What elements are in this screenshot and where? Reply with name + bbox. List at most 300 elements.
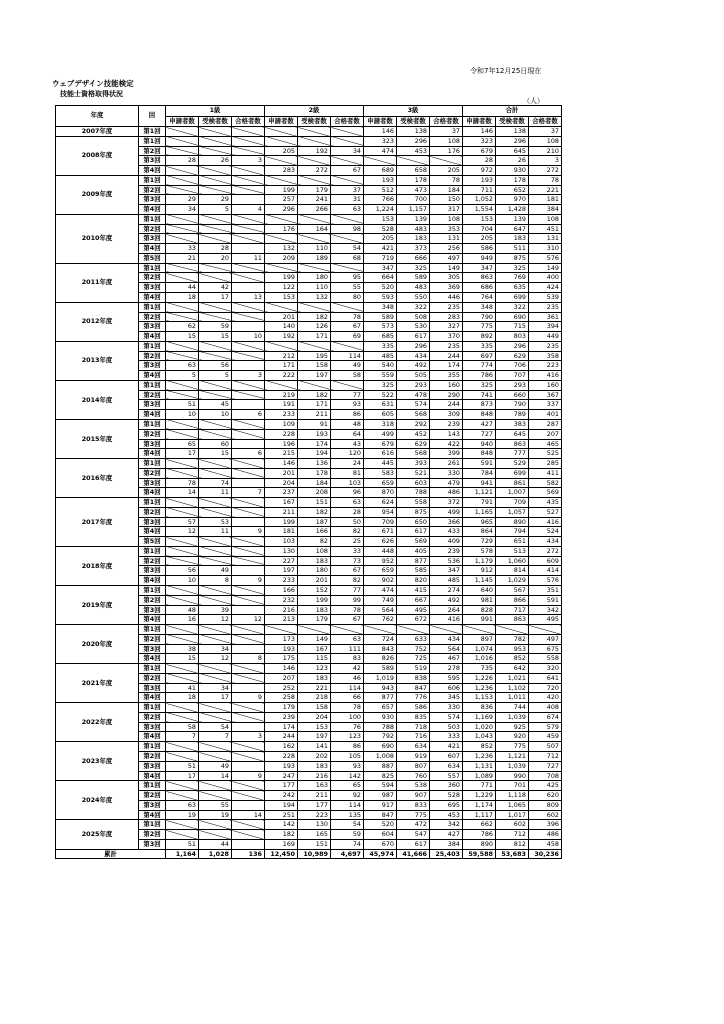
value-cell: 108 <box>529 136 562 146</box>
value-cell: 769 <box>496 273 529 283</box>
certification-table <box>55 105 562 859</box>
value-cell: 65 <box>331 781 364 791</box>
empty-cell <box>199 625 232 635</box>
value-cell: 9 <box>232 693 265 703</box>
value-cell: 19 <box>166 810 199 820</box>
value-cell: 863 <box>463 273 496 283</box>
empty-cell <box>166 459 199 469</box>
value-cell: 258 <box>265 693 298 703</box>
value-cell: 196 <box>265 439 298 449</box>
table-row <box>56 175 562 185</box>
value-cell: 76 <box>331 722 364 732</box>
empty-cell <box>232 312 265 322</box>
value-cell: 585 <box>397 566 430 576</box>
value-cell: 497 <box>529 634 562 644</box>
value-cell: 239 <box>430 546 463 556</box>
value-cell: 528 <box>430 791 463 801</box>
value-cell: 227 <box>265 556 298 566</box>
value-cell: 448 <box>364 546 397 556</box>
empty-cell <box>298 214 331 224</box>
value-cell: 272 <box>529 546 562 556</box>
value-cell: 201 <box>298 576 331 586</box>
value-cell: 547 <box>397 830 430 840</box>
year-cell: 2012年度 <box>56 302 139 341</box>
value-cell: 183 <box>397 234 430 244</box>
value-cell: 330 <box>430 468 463 478</box>
value-cell: 699 <box>496 468 529 478</box>
value-cell: 486 <box>430 488 463 498</box>
year-cell: 2013年度 <box>56 341 139 380</box>
empty-cell <box>331 175 364 185</box>
empty-cell <box>298 136 331 146</box>
round-cell: 第1回 <box>139 625 166 635</box>
empty-cell <box>232 380 265 390</box>
value-cell: 558 <box>529 654 562 664</box>
value-cell: 1,121 <box>463 488 496 498</box>
value-cell: 142 <box>331 771 364 781</box>
empty-cell <box>199 673 232 683</box>
value-cell: 7 <box>166 732 199 742</box>
value-cell: 347 <box>463 263 496 273</box>
value-cell: 274 <box>430 585 463 595</box>
value-cell: 949 <box>463 253 496 263</box>
value-cell: 135 <box>331 810 364 820</box>
value-cell: 361 <box>529 312 562 322</box>
empty-cell <box>331 156 364 166</box>
value-cell: 15 <box>166 332 199 342</box>
empty-cell <box>265 234 298 244</box>
value-cell: 717 <box>496 605 529 615</box>
value-cell: 863 <box>496 439 529 449</box>
value-cell: 1,226 <box>463 673 496 683</box>
empty-cell <box>232 390 265 400</box>
value-cell <box>232 478 265 488</box>
value-cell: 51 <box>166 400 199 410</box>
value-cell: 568 <box>397 410 430 420</box>
value-cell: 17 <box>166 771 199 781</box>
value-cell: 1,118 <box>496 791 529 801</box>
value-cell: 205 <box>265 146 298 156</box>
value-cell: 63 <box>331 498 364 508</box>
value-cell: 325 <box>463 380 496 390</box>
round-cell: 第1回 <box>139 302 166 312</box>
value-cell: 146 <box>364 127 397 137</box>
value-cell: 420 <box>529 693 562 703</box>
empty-cell <box>232 742 265 752</box>
subheader-applicants: 申請者数 <box>463 116 496 127</box>
value-cell: 499 <box>364 429 397 439</box>
value-cell: 55 <box>199 800 232 810</box>
empty-cell <box>331 127 364 137</box>
value-cell: 177 <box>265 781 298 791</box>
value-cell: 92 <box>331 791 364 801</box>
table-row <box>56 380 562 390</box>
empty-cell <box>199 185 232 195</box>
value-cell: 330 <box>430 703 463 713</box>
empty-cell <box>166 664 199 674</box>
empty-cell <box>166 498 199 508</box>
value-cell: 617 <box>397 527 430 537</box>
value-cell: 345 <box>430 693 463 703</box>
value-cell: 579 <box>529 722 562 732</box>
empty-cell <box>166 224 199 234</box>
value-cell: 15 <box>199 332 232 342</box>
value-cell: 193 <box>298 429 331 439</box>
value-cell: 902 <box>364 576 397 586</box>
value-cell: 14 <box>199 771 232 781</box>
value-cell: 153 <box>463 214 496 224</box>
empty-cell <box>232 166 265 176</box>
value-cell: 564 <box>364 605 397 615</box>
empty-cell <box>199 263 232 273</box>
empty-cell <box>199 791 232 801</box>
value-cell: 348 <box>463 302 496 312</box>
value-cell: 987 <box>364 791 397 801</box>
round-cell: 第2回 <box>139 595 166 605</box>
value-cell: 384 <box>529 205 562 215</box>
empty-cell <box>166 127 199 137</box>
value-cell: 540 <box>364 361 397 371</box>
value-cell: 369 <box>430 283 463 293</box>
value-cell: 589 <box>397 273 430 283</box>
empty-cell <box>166 419 199 429</box>
value-cell: 335 <box>364 341 397 351</box>
value-cell: 573 <box>364 322 397 332</box>
value-cell: 666 <box>397 253 430 263</box>
empty-cell <box>199 341 232 351</box>
value-cell: 296 <box>496 136 529 146</box>
value-cell: 176 <box>265 224 298 234</box>
value-cell: 199 <box>298 595 331 605</box>
value-cell: 103 <box>265 537 298 547</box>
value-cell: 26 <box>496 156 529 166</box>
value-cell <box>232 244 265 254</box>
value-cell: 153 <box>364 214 397 224</box>
value-cell: 342 <box>430 820 463 830</box>
value-cell: 1,117 <box>463 810 496 820</box>
value-cell: 1,236 <box>463 752 496 762</box>
value-cell: 213 <box>265 615 298 625</box>
value-cell: 716 <box>397 732 430 742</box>
value-cell: 415 <box>397 585 430 595</box>
value-cell: 218 <box>298 693 331 703</box>
value-cell: 686 <box>463 283 496 293</box>
value-cell: 15 <box>166 654 199 664</box>
value-cell <box>232 195 265 205</box>
value-cell: 174 <box>430 361 463 371</box>
empty-cell <box>298 156 331 166</box>
value-cell: 98 <box>331 224 364 234</box>
subheader-examinees: 受検者数 <box>199 116 232 127</box>
value-cell: 877 <box>397 556 430 566</box>
empty-cell <box>199 537 232 547</box>
value-cell: 296 <box>397 136 430 146</box>
value-cell: 37 <box>430 127 463 137</box>
value-cell: 873 <box>463 400 496 410</box>
total-value-cell: 25,403 <box>430 849 463 859</box>
value-cell: 296 <box>397 341 430 351</box>
empty-cell <box>199 459 232 469</box>
value-cell: 327 <box>430 322 463 332</box>
empty-cell <box>232 146 265 156</box>
value-cell: 1,021 <box>496 673 529 683</box>
round-cell: 第2回 <box>139 390 166 400</box>
total-label: 累計 <box>56 849 166 859</box>
value-cell: 744 <box>496 703 529 713</box>
value-cell: 63 <box>331 634 364 644</box>
value-cell: 708 <box>529 771 562 781</box>
value-cell: 814 <box>496 566 529 576</box>
value-cell: 591 <box>529 595 562 605</box>
round-cell: 第2回 <box>139 507 166 517</box>
value-cell: 1,179 <box>463 556 496 566</box>
value-cell: 322 <box>496 302 529 312</box>
value-cell: 171 <box>298 332 331 342</box>
value-cell: 151 <box>298 498 331 508</box>
value-cell: 179 <box>298 615 331 625</box>
value-cell: 605 <box>364 410 397 420</box>
value-cell: 247 <box>265 771 298 781</box>
empty-cell <box>265 302 298 312</box>
value-cell: 727 <box>529 761 562 771</box>
value-cell: 171 <box>298 400 331 410</box>
empty-cell <box>166 166 199 176</box>
round-cell: 第4回 <box>139 166 166 176</box>
value-cell: 169 <box>265 839 298 849</box>
empty-cell <box>199 419 232 429</box>
value-cell: 56 <box>166 566 199 576</box>
empty-cell <box>265 214 298 224</box>
empty-cell <box>166 234 199 244</box>
value-cell: 508 <box>397 312 430 322</box>
round-cell: 第4回 <box>139 527 166 537</box>
value-cell: 358 <box>529 351 562 361</box>
value-cell: 847 <box>397 683 430 693</box>
value-cell: 67 <box>331 615 364 625</box>
subheader-passers: 合格者数 <box>331 116 364 127</box>
round-cell: 第4回 <box>139 488 166 498</box>
value-cell: 803 <box>496 332 529 342</box>
value-cell: 1,165 <box>463 507 496 517</box>
empty-cell <box>166 830 199 840</box>
value-cell <box>232 605 265 615</box>
value-cell: 195 <box>298 351 331 361</box>
value-cell: 10 <box>166 410 199 420</box>
value-cell: 181 <box>265 527 298 537</box>
empty-cell <box>166 351 199 361</box>
value-cell: 130 <box>298 820 331 830</box>
table-row <box>56 341 562 351</box>
value-cell: 95 <box>331 273 364 283</box>
value-cell: 633 <box>397 634 430 644</box>
round-cell: 第3回 <box>139 644 166 654</box>
value-cell: 828 <box>463 605 496 615</box>
empty-cell <box>232 664 265 674</box>
value-cell: 120 <box>331 449 364 459</box>
value-cell: 786 <box>463 830 496 840</box>
value-cell: 991 <box>463 615 496 625</box>
value-cell: 513 <box>496 546 529 556</box>
value-cell: 492 <box>430 595 463 605</box>
value-cell: 507 <box>529 742 562 752</box>
empty-cell <box>232 703 265 713</box>
value-cell: 617 <box>397 839 430 849</box>
value-cell: 309 <box>430 410 463 420</box>
value-cell: 709 <box>496 498 529 508</box>
value-cell: 182 <box>298 390 331 400</box>
value-cell: 31 <box>331 195 364 205</box>
value-cell: 187 <box>298 517 331 527</box>
total-value-cell: 41,666 <box>397 849 430 859</box>
value-cell: 434 <box>430 634 463 644</box>
value-cell: 660 <box>496 390 529 400</box>
year-cell: 2008年度 <box>56 136 139 175</box>
empty-cell <box>199 146 232 156</box>
value-cell: 3 <box>232 156 265 166</box>
value-cell: 467 <box>430 654 463 664</box>
value-cell: 9 <box>232 771 265 781</box>
value-cell: 216 <box>298 771 331 781</box>
value-cell: 674 <box>529 712 562 722</box>
empty-cell <box>265 625 298 635</box>
value-cell: 130 <box>265 546 298 556</box>
value-cell: 33 <box>331 546 364 556</box>
value-cell: 527 <box>529 507 562 517</box>
value-cell: 373 <box>397 244 430 254</box>
value-cell: 123 <box>298 664 331 674</box>
value-cell: 201 <box>265 312 298 322</box>
value-cell: 285 <box>529 459 562 469</box>
value-cell: 20 <box>199 253 232 263</box>
empty-cell <box>199 429 232 439</box>
value-cell: 912 <box>463 566 496 576</box>
value-cell: 179 <box>265 703 298 713</box>
value-cell: 91 <box>298 419 331 429</box>
value-cell: 706 <box>496 361 529 371</box>
value-cell: 495 <box>397 605 430 615</box>
round-cell: 第1回 <box>139 585 166 595</box>
value-cell: 393 <box>397 459 430 469</box>
table-row <box>56 302 562 312</box>
value-cell: 707 <box>496 371 529 381</box>
round-cell: 第1回 <box>139 341 166 351</box>
value-cell: 642 <box>496 664 529 674</box>
value-cell: 724 <box>364 634 397 644</box>
value-cell: 473 <box>397 185 430 195</box>
empty-cell <box>265 263 298 273</box>
round-cell: 第3回 <box>139 478 166 488</box>
value-cell: 21 <box>166 253 199 263</box>
empty-cell <box>166 429 199 439</box>
empty-cell <box>199 507 232 517</box>
value-cell: 146 <box>265 459 298 469</box>
value-cell: 712 <box>529 752 562 762</box>
value-cell: 604 <box>364 830 397 840</box>
value-cell: 83 <box>331 654 364 664</box>
value-cell: 536 <box>430 556 463 566</box>
empty-cell <box>265 156 298 166</box>
table-row <box>56 459 562 469</box>
round-cell: 第1回 <box>139 175 166 185</box>
value-cell: 411 <box>529 468 562 478</box>
value-cell: 775 <box>397 810 430 820</box>
empty-cell <box>331 214 364 224</box>
value-cell: 524 <box>529 527 562 537</box>
empty-cell <box>232 585 265 595</box>
empty-cell <box>397 156 430 166</box>
value-cell: 325 <box>496 263 529 273</box>
value-cell: 82 <box>331 527 364 537</box>
value-cell: 451 <box>529 224 562 234</box>
year-cell: 2015年度 <box>56 419 139 458</box>
value-cell: 51 <box>166 761 199 771</box>
year-cell: 2007年度 <box>56 127 139 137</box>
value-cell: 421 <box>430 742 463 752</box>
value-cell: 483 <box>397 224 430 234</box>
value-cell: 143 <box>430 429 463 439</box>
value-cell: 607 <box>430 752 463 762</box>
value-cell: 93 <box>331 400 364 410</box>
value-cell: 44 <box>199 839 232 849</box>
value-cell: 353 <box>430 224 463 234</box>
empty-cell <box>298 127 331 137</box>
value-cell: 1,007 <box>496 488 529 498</box>
empty-cell <box>199 634 232 644</box>
value-cell: 62 <box>166 322 199 332</box>
value-cell: 1,019 <box>364 673 397 683</box>
value-cell: 852 <box>496 654 529 664</box>
value-cell: 42 <box>331 664 364 674</box>
table-row <box>56 498 562 508</box>
value-cell: 7 <box>199 732 232 742</box>
value-cell: 223 <box>529 361 562 371</box>
value-cell: 453 <box>430 810 463 820</box>
value-cell: 149 <box>430 263 463 273</box>
value-cell: 50 <box>331 517 364 527</box>
round-cell: 第3回 <box>139 800 166 810</box>
table-row <box>56 214 562 224</box>
value-cell: 86 <box>331 410 364 420</box>
empty-cell <box>232 712 265 722</box>
value-cell: 228 <box>265 752 298 762</box>
value-cell: 434 <box>397 351 430 361</box>
table-row <box>56 820 562 830</box>
value-cell: 453 <box>397 146 430 156</box>
value-cell: 56 <box>199 361 232 371</box>
value-cell: 292 <box>397 419 430 429</box>
value-cell: 233 <box>265 410 298 420</box>
value-cell: 54 <box>331 820 364 830</box>
value-cell <box>232 800 265 810</box>
round-cell: 第2回 <box>139 273 166 283</box>
value-cell: 15 <box>199 449 232 459</box>
empty-cell <box>199 820 232 830</box>
value-cell: 251 <box>265 810 298 820</box>
value-cell: 252 <box>265 683 298 693</box>
value-cell: 183 <box>298 761 331 771</box>
value-cell: 647 <box>496 224 529 234</box>
value-cell: 184 <box>298 478 331 488</box>
empty-cell <box>232 791 265 801</box>
empty-cell <box>232 595 265 605</box>
value-cell: 12 <box>166 527 199 537</box>
empty-cell <box>298 234 331 244</box>
value-cell: 1,174 <box>463 800 496 810</box>
round-cell: 第3回 <box>139 722 166 732</box>
empty-cell <box>199 546 232 556</box>
round-cell: 第1回 <box>139 419 166 429</box>
value-cell: 679 <box>364 439 397 449</box>
